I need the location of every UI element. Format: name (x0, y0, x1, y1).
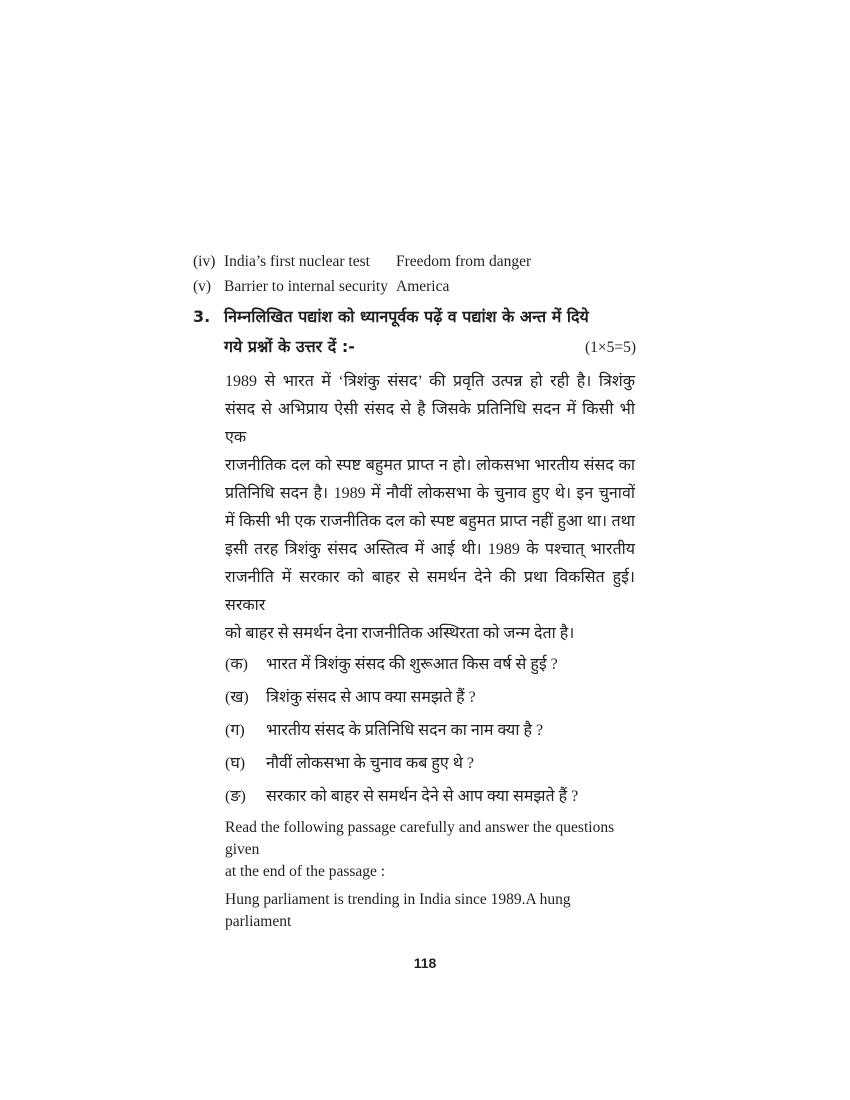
item-right: America (396, 278, 450, 295)
question-heading-line2: गये प्रश्नों के उत्तर दें :- (224, 337, 355, 356)
sub-question-text: त्रिशंकु संसद से आप क्या समझते हैं ? (266, 689, 476, 706)
sub-question-text: नौवीं लोकसभा के चुनाव कब हुए थे ? (266, 755, 475, 772)
english-passage-line: Hung parliament is trending in India since 1989.A hung parliament (225, 891, 571, 930)
match-item-iv (193, 249, 638, 274)
passage-line: प्रतिनिधि सदन है। 1989 में नौवीं लोकसभा के चुनाव हुए थे। इन चुनावों (225, 485, 635, 502)
sub-question-text: भारत में त्रिशंकु संसद की शुरूआत किस वर्ष से हुई ? (266, 656, 558, 673)
item-left: India’s first nuclear test (224, 253, 370, 270)
question-3-heading (193, 302, 638, 363)
sub-question-label: (ग) (225, 722, 245, 739)
question-number: 3. (193, 307, 211, 326)
sub-question (225, 714, 635, 747)
passage-line: में किसी भी एक राजनीतिक दल को स्पष्ट बहुमत प्राप्त नहीं हुआ था। तथा (225, 513, 635, 530)
item-number: (v) (193, 278, 212, 295)
question-heading-line1: निम्नलिखित पद्यांश को ध्यानपूर्वक पढ़ें व पद्यांश के अन्त में दिये (224, 307, 589, 326)
sub-question (225, 747, 635, 780)
passage-line: राजनीति में सरकार को बाहर से समर्थन देने की प्रथा विकसित हुई। सरकार (225, 569, 635, 614)
sub-question (225, 780, 635, 813)
match-item-v (193, 274, 638, 299)
passage-line: इसी तरह त्रिशंकु संसद अस्तित्व में आई थी। 1989 के पश्चात् भारतीय (225, 541, 635, 558)
english-instruction-line1: Read the following passage carefully and answer the questions given (225, 819, 615, 858)
sub-question (225, 681, 635, 714)
item-number: (iv) (193, 253, 216, 270)
marks: (1×5=5) (584, 339, 636, 356)
sub-question-label: (ख) (225, 689, 249, 706)
hindi-passage (225, 368, 635, 648)
passage-line: को बाहर से समर्थन देना राजनीतिक अस्थिरता को जन्म देता है। (225, 625, 575, 642)
sub-question-text: सरकार को बाहर से समर्थन देने से आप क्या समझते हैं ? (266, 788, 579, 805)
passage-line: संसद से अभिप्राय ऐसी संसद से है जिसके प्रतिनिधि सदन में किसी भी एक (225, 401, 635, 446)
page-number: 118 (413, 955, 437, 971)
item-right: Freedom from danger (396, 253, 532, 270)
sub-question-text: भारतीय संसद के प्रतिनिधि सदन का नाम क्या है ? (266, 722, 544, 739)
page-content (193, 249, 638, 971)
english-instruction-line2: at the end of the passage : (225, 863, 386, 880)
passage-line: 1989 से भारत में ‘त्रिशंकु संसद’ की प्रवृति उत्पन्न हो रही है। त्रिशंकु (225, 373, 635, 390)
sub-question-label: (घ) (225, 755, 246, 772)
sub-question (225, 648, 635, 681)
sub-question-label: (ङ) (225, 788, 246, 805)
item-left: Barrier to internal security (224, 278, 388, 295)
sub-questions (225, 648, 635, 813)
sub-question-label: (क) (225, 656, 248, 673)
passage-line: राजनीतिक दल को स्पष्ट बहुमत प्राप्त न हो। लोकसभा भारतीय संसद का (225, 457, 635, 474)
english-instruction (225, 817, 635, 883)
